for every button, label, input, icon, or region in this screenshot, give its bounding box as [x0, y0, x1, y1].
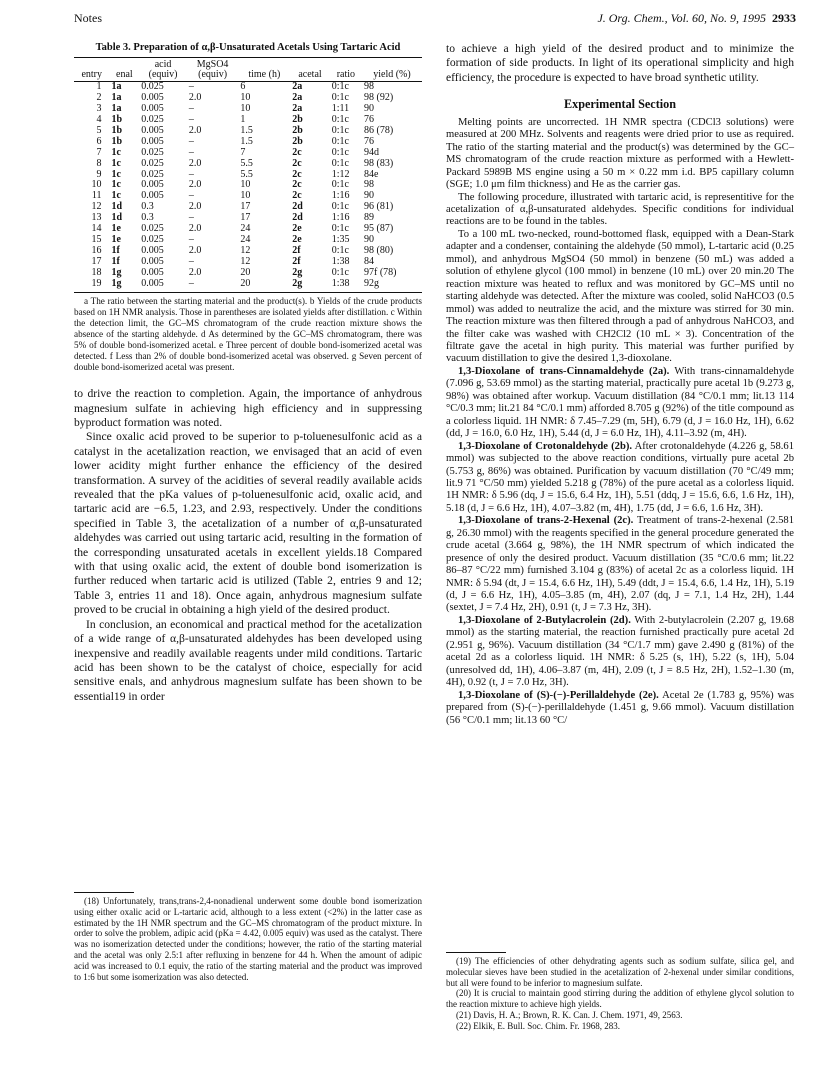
footnote: (22) Elkik, E. Bull. Soc. Chim. Fr. 1968, 283.	[456, 1020, 621, 1031]
table-cell: 0.005	[141, 103, 164, 115]
table-cell: 1:16	[331, 190, 350, 202]
table-cell: 2e	[292, 223, 302, 235]
journal-citation	[597, 12, 796, 25]
paragraph-text: Treatment of trans-2-hexenal (2.581 g, 26.30 mmol) with the reagents specified in the general procedure generated the crude acetal (3.664 g, 98%), the 1H NMR spectrum of which indicated the presence of only the desired product. Vacuum distillation (35 °C/0.6 mm; lit.22 86–87 °C/22 mm) furnished 3.104 g (83%) of acetal 2c as a colorless liquid. 1H NMR: δ 5.94 (dt, J = 15.4, 6.6 Hz, 1H), 5.49 (ddt, J = 15.4, 6.6, 1.4 Hz, 1H), 5.19 (d, J = 6.6 Hz, 1H), 4.05–3.85 (m, 4H), 2.07 (dq, J = 7.1, 1.4 Hz, 2H), 1.44 (sextet, J = 7.4 Hz, 2H), 0.91 (t, J = 7.3 Hz, 3H).	[446, 515, 794, 614]
table-cell: 98	[363, 81, 374, 93]
table-cell: 2a	[292, 92, 303, 104]
table-cell: –	[188, 146, 194, 158]
section-label: Notes	[74, 11, 102, 25]
table-cell: 5	[96, 124, 102, 136]
table-cell: 0.025	[141, 81, 164, 93]
table-notes-text: a The ratio between the starting material and the product(s). b Yields of the crude products based on 1H NMR analysis. Those in parentheses are isolated yields after distillation. c Within the detection limit, the GC–MS chromatogram of the crude reaction mixture shows the absence of the starting aldehyde. d As determined by the GC–MS chromatogram, there was 5% of double bond-isomerized acetal. e Three percent of double bond-isomerized acetal was detected. f Less than 2% of double bond-isomerized acetal was observed. g Seven percent of double bond-isomerized acetal was present.	[74, 295, 422, 373]
table-cell: 1c	[111, 190, 121, 202]
table-cell: 1.5	[240, 135, 253, 147]
left-column	[74, 42, 422, 704]
table-cell: 10	[240, 92, 251, 104]
table-cell: 0.025	[141, 146, 164, 158]
table-cell: 96 (81)	[363, 201, 394, 213]
column-header: entry	[74, 70, 109, 81]
table-title: Preparation of α,β-Unsaturated Acetals Using Tartaric Acid	[133, 42, 401, 53]
table-cell: 1f	[111, 244, 120, 256]
table-cell: 1	[96, 81, 102, 93]
table-footnotes	[74, 296, 422, 374]
table-cell: 1	[240, 114, 246, 126]
table-cell: 1e	[111, 223, 121, 235]
table-cell: 5.5	[240, 168, 253, 180]
paragraph: In conclusion, an economical and practical method for the acetalization of a wide range of α,β-unsaturated aldehydes has been developed using inexpensive and readily available reagents under mild conditions. Tartaric acid has been shown to be the catalyst of choice, especially for acid sensitive enals, and anhydrous magnesium sulfate has been shown to be essential19 in order	[74, 617, 422, 703]
table-cell: –	[188, 103, 194, 115]
table-cell: 10	[240, 179, 251, 191]
paragraph-text: After crotonaldehyde (4.226 g, 58.61 mmol) was subjected to the above reaction conditions, virtually pure acetal 2b (5.753 g, 86%) was obtained. Purification by vacuum distillation (70 °C/49 mm; lit.9 71 °C/50 mm) yielded 5.218 g (78%) of the pure acetal as a colorless liquid. 1H NMR: δ 5.96 (dq, J = 15.6, 6.4 Hz, 1H), 5.51 (ddq, J = 15.6, 6.6, 1.6 Hz, 1H), 5.18 (d, J = 6.6 Hz, 1H), 4.07–3.82 (m, 4H), 1.75 (dd, J = 6.6, 1.6 Hz, 3H).	[446, 440, 794, 514]
paragraph: to achieve a high yield of the desired product and to minimize the formation of side products. In light of its operational simplicity and high efficiency, the procedure is expected to have broad synthetic utility.	[446, 42, 794, 84]
table-cell: 0.005	[141, 135, 164, 147]
compound-heading: 1,3-Dioxolane of (S)-(−)-Perillaldehyde (2e).	[458, 689, 659, 701]
table-cell: 0:1c	[331, 92, 349, 104]
table-cell: 90	[363, 234, 374, 245]
compound-heading: 1,3-Dioxolane of trans-Cinnamaldehyde (2a).	[458, 365, 670, 377]
table-header-row-1	[74, 57, 422, 70]
footnote-rule	[74, 892, 134, 893]
table-cell: 6	[240, 81, 246, 93]
table-cell: 0.025	[141, 168, 164, 180]
table-cell: 0.005	[141, 244, 164, 256]
table-cell: 1g	[111, 266, 122, 278]
table-cell: –	[188, 234, 194, 245]
experimental-paragraph	[446, 229, 794, 366]
table-cell: 1a	[111, 81, 122, 93]
table-cell: 2b	[292, 114, 303, 126]
paragraph: Since oxalic acid proved to be superior to p-toluenesulfonic acid as a catalyst in the acetalization reaction, we envisaged that an acid of even lower acidity might further enhance the efficiency of the desired transformation. A survey of the acidities of several readily available acids revealed that the pKa values of p-toluenesulfonic acid, oxalic acid, and tartaric acid are −6.5, 1.23, and 2.93, respectively. Under the conditions specified in Table 3, the acetalization of a number of α,β-unsaturated aldehydes was carried out using tartaric acid, resulting in the formation of the corresponding unsaturated acetals in excellent yields.18 Compared with that using oxalic acid, the extent of double bond isomerization is further reduced when tartaric acid is utilized (Table 2, entries 9 and 12; Table 3, entries 11 and 18). Once again, anhydrous magnesium sulfate proved to be crucial in obtaining a high yield of the desired product.	[74, 430, 422, 617]
table-cell: 2c	[292, 179, 302, 191]
table-cell: 1:11	[331, 103, 350, 115]
experimental-paragraph	[446, 192, 794, 229]
table-cell: 0.025	[141, 157, 164, 169]
table-cell: 2c	[292, 157, 302, 169]
column-header	[74, 57, 109, 70]
footnote: (19) The efficiencies of other dehydrating agents such as sodium sulfate, silica gel, and molecular sieves have been studied in the acetalization of 2-hexenal under similar conditions, but all were found to be inferior to magnesium sulfate.	[446, 956, 794, 988]
table-cell: 76	[363, 114, 374, 126]
left-footnotes	[74, 887, 422, 982]
table-cell: 95 (87)	[363, 223, 394, 235]
column-header: acid	[139, 57, 187, 70]
table-cell: 2c	[292, 146, 302, 158]
table-cell: 0:1c	[331, 81, 349, 93]
experimental-paragraph	[446, 366, 794, 441]
table-cell: 2c	[292, 168, 302, 180]
column-header: acetal	[290, 70, 329, 81]
paragraph-text: The following procedure, illustrated with tartaric acid, is representitive for the acetalization of α,β-unsaturated aldehydes. Specific conditions for individual reactions are to be found in the tables.	[446, 191, 794, 228]
table-cell: 84	[363, 255, 374, 267]
page-number: 2933	[772, 11, 796, 25]
table-cell: 2	[96, 92, 102, 104]
table-cell: 98 (83)	[363, 157, 394, 169]
table-cell: 19	[74, 279, 109, 292]
table-cell: 3	[96, 103, 102, 115]
table-cell: 10	[91, 179, 102, 191]
table-cell: 1d	[111, 201, 123, 213]
table-cell: 1:16	[331, 212, 350, 224]
table-cell: 1f	[111, 255, 120, 267]
table-cell: 2f	[292, 244, 301, 256]
left-body-text	[74, 387, 422, 704]
table-cell: 12	[240, 244, 251, 256]
table-cell: 20	[240, 266, 251, 278]
table-cell: 1a	[111, 103, 122, 115]
table-cell: 12	[91, 201, 102, 213]
table-cell: 98	[363, 179, 374, 191]
table-cell: 0:1c	[331, 124, 349, 136]
table-cell: 0.005	[139, 279, 187, 292]
table-cell: –	[187, 279, 239, 292]
table-cell: 98 (80)	[363, 244, 394, 256]
table-cell: 92g	[362, 279, 422, 292]
table-cell: 2a	[292, 103, 303, 115]
column-header	[238, 57, 290, 70]
table-cell: 1:35	[331, 234, 350, 245]
table-cell: 89	[363, 212, 374, 224]
paragraph-text: Acetal 2e (1.783 g, 95%) was prepared from (S)-(−)-perillaldehyde (1.451 g, 9.66 mmol). Vacuum distillation (56 °C/0.1 mm; lit.13 60 °C/	[446, 689, 794, 726]
table-cell: 9	[96, 168, 102, 180]
table-cell: 2.0	[188, 223, 202, 235]
table-cell: 7	[240, 146, 246, 158]
table-cell: 0:1c	[331, 146, 349, 158]
table-cell: 94d	[363, 146, 379, 158]
right-column	[446, 42, 794, 727]
table-row	[74, 159, 422, 170]
table-cell: 2.0	[188, 92, 202, 104]
table-cell: –	[188, 190, 194, 202]
table-cell: –	[188, 114, 194, 126]
table-cell: 1e	[111, 234, 121, 245]
table-cell: 2e	[292, 234, 302, 245]
table-header-row-2	[74, 70, 422, 81]
table-cell: 24	[240, 223, 251, 235]
table-cell: 0:1c	[331, 223, 349, 235]
table-cell: 98 (92)	[363, 92, 394, 104]
paragraph-text: To a 100 mL two-necked, round-bottomed flask, equipped with a Dean-Stark adapter and a condenser, containing the aldehyde (50 mmol), L-tartaric acid (0.25 mmol), and anhydrous MgSO4 (50 mmol) in benzene (50 mL) was added a solution of ethylene glycol (100 mmol) in benzene (10 mL) over 20 min.20 The reaction mixture was heated to reflux and was monitored by GC–MS until no starting aldehyde was detected. After the mixture was cooled, solid NaHCO3 (0.5 mmol) was added to neutralize the acid, and the mixture was stirred for 30 min. The reaction mixture was then filtered through a pad of anhydrous NaHCO3, and the filter cake was washed with CH2Cl2 (10 mL × 3). Concentration of the filtrate gave the acetal in high purity. This material was further purified by vacuum distillation to give the desired 1,3-dioxolane.	[446, 228, 794, 365]
table-cell: 1b	[111, 114, 123, 126]
column-header: MgSO4	[187, 57, 239, 70]
table-cell: –	[188, 135, 194, 147]
right-intro	[446, 42, 794, 85]
table-cell: 0.005	[141, 255, 164, 267]
table-cell: –	[188, 168, 194, 180]
table-cell: 12	[240, 255, 251, 267]
table-caption	[74, 42, 422, 55]
table-cell: 2g	[292, 266, 303, 278]
table-cell: 0.025	[141, 234, 164, 245]
table-cell: 17	[240, 212, 251, 224]
column-header: (equiv)	[139, 70, 187, 81]
table-cell: 0.005	[141, 179, 164, 191]
table-cell: 0.005	[141, 124, 164, 136]
table-label: Table 3.	[95, 42, 131, 53]
table-cell: 17	[240, 201, 251, 213]
experimental-paragraph	[446, 441, 794, 516]
table-cell: 0.025	[141, 223, 164, 235]
table-cell: 1b	[111, 135, 123, 147]
table-cell: 1d	[111, 212, 123, 224]
table-cell: 2.0	[188, 124, 202, 136]
table-cell: –	[188, 255, 194, 267]
table-cell: 86 (78)	[363, 124, 394, 136]
table-cell: 1:38	[331, 255, 350, 267]
table-cell: 0.005	[141, 266, 164, 278]
experimental-section	[446, 117, 794, 727]
footnote-rule	[446, 952, 506, 953]
paragraph-text: With 2-butylacrolein (2.207 g, 19.68 mmol) as the starting material, the reaction furnished practically pure acetal 2d (2.951 g, 96%). Vacuum distillation (34 °C/1.7 mm) gave 2.490 g (81%) of the acetal 2d as a colorless liquid. 1H NMR: δ 5.25 (s, 1H), 5.22 (s, 1H), 5.04 (unresolved dd, 1H), 4.06–3.87 (m, 4H), 2.09 (t, J = 8.5 Hz, 2H), 1.52–1.30 (m, 4H), 0.92 (t, J = 7.0 Hz, 3H).	[446, 614, 795, 689]
table-cell: 0:1c	[331, 114, 349, 126]
table-cell: 2b	[292, 124, 303, 136]
table-cell: 0.005	[141, 190, 164, 202]
table-cell: 10	[240, 103, 251, 115]
compound-heading: 1,3-Dioxolane of trans-2-Hexenal (2c).	[458, 515, 634, 527]
table-cell: 1c	[111, 179, 121, 191]
compound-heading: 1,3-Dioxolane of Crotonaldehyde (2b).	[458, 440, 633, 452]
table-cell: 2.0	[188, 266, 202, 278]
table-cell: 84e	[363, 168, 379, 180]
table-cell: 11	[91, 190, 102, 202]
table-cell: 2.0	[188, 201, 202, 213]
table-cell: 13	[91, 212, 102, 224]
table-cell: 0:1c	[331, 179, 349, 191]
right-footnotes	[446, 947, 794, 1032]
table-cell: 2b	[292, 135, 303, 147]
table-cell: 90	[363, 103, 374, 115]
table-cell: 14	[91, 223, 102, 235]
table-cell: 16	[91, 244, 102, 256]
table-cell: 0:1c	[331, 244, 349, 256]
table-row	[74, 268, 422, 279]
table-cell: 1a	[111, 92, 122, 104]
table-cell: –	[188, 81, 194, 93]
paragraph-text: With trans-cinnamaldehyde (7.096 g, 53.69 mmol) as the starting material, practically pure acetal 1b (9.273 g, 98%) was obtained after workup. Vacuum distillation (84 °C/0.1 mm; lit.13 114 °C/0.3 mm; lit.21 84 °C/0.1 mm) afforded 8.705 g (92%) of the title compound as a colorless liquid. 1H NMR: δ 7.45–7.29 (m, 5H), 6.79 (d, J = 16.0 Hz, 1H), 6.62 (dd, J = 16.0, 6.0 Hz, 1H), 5.44 (d, J = 6.0 Hz, 1H), 4.11–3.92 (m, 4H).	[446, 365, 794, 440]
table-cell: 1c	[111, 146, 121, 158]
table-cell: 20	[238, 279, 290, 292]
table-cell: 8	[96, 157, 102, 169]
footnote: (21) Davis, H. A.; Brown, R. K. Can. J. Chem. 1971, 49, 2563.	[456, 1009, 683, 1020]
table-cell: 0:1c	[331, 266, 349, 278]
experimental-paragraph	[446, 690, 794, 727]
table-cell: 2d	[292, 212, 303, 224]
experimental-heading: Experimental Section	[563, 97, 677, 112]
table-cell: 0.3	[141, 212, 154, 224]
table-cell: 24	[240, 234, 251, 245]
paragraph: to drive the reaction to completion. Again, the importance of anhydrous magnesium sulfate in achieving high efficiency and in suppressing byproduct formation was noted.	[74, 387, 422, 429]
footnote-18: (18) Unfortunately, trans,trans-2,4-nonadienal underwent some double bond isomerization using either oxalic acid or L-tartaric acid, although to a less extent (<2%) in the latter case as estimated by the 1H NMR spectrum and the GC–MS chromatogram of the product mixture. In order to solve the problem, adipic acid (pKa = 4.42, 0.005 equiv) was used as the catalyst. There was no isomerization detected under the conditions; however, the ratio of the starting material and the acetal was only 2.5:1 after refluxing in benzene for 44 h. When the amount of adipic acid was increased to 0.1 equiv, the ratio of the starting material and the product was improved to 1:6 but some isomerization was also detected.	[74, 896, 422, 982]
table-cell: 1b	[111, 124, 123, 136]
table-cell: 2c	[292, 190, 302, 202]
table-cell: 1:12	[331, 168, 350, 180]
table-cell: 0.3	[141, 201, 154, 213]
table-cell: 2f	[292, 255, 301, 267]
table-cell: 18	[91, 266, 102, 278]
column-header: (equiv)	[187, 70, 239, 81]
column-header: enal	[109, 70, 139, 81]
table-cell: 1.5	[240, 124, 253, 136]
experimental-paragraph	[446, 615, 794, 690]
table-cell: 0:1c	[331, 135, 349, 147]
table-cell: 2d	[292, 201, 303, 213]
table-cell: 0.005	[141, 92, 164, 104]
experimental-paragraph	[446, 117, 794, 192]
table-cell: 1c	[111, 157, 121, 169]
column-header: time (h)	[238, 70, 290, 81]
table-cell: 0:1c	[331, 157, 349, 169]
table-cell: 1g	[109, 279, 139, 292]
column-header: yield (%)	[362, 70, 422, 81]
table-cell: 97f (78)	[363, 266, 397, 278]
running-header	[74, 12, 796, 28]
footnote: (20) It is crucial to maintain good stirring during the addition of ethylene glycol solution to the reaction mixture to achieve high yields.	[446, 988, 794, 1010]
table-cell: 15	[91, 234, 102, 245]
table-cell: 0.025	[141, 114, 164, 126]
table-cell: 2g	[290, 279, 329, 292]
table-cell: 2a	[292, 81, 303, 93]
table-cell: –	[188, 212, 194, 224]
table-cell: 1c	[111, 168, 121, 180]
column-header	[362, 57, 422, 70]
experimental-paragraph	[446, 515, 794, 615]
table-cell: 1:38	[330, 279, 362, 292]
paragraph-text: Melting points are uncorrected. 1H NMR spectra (CDCl3 solutions) were measured at 200 MHz. Solvents and reagents were dried prior to use as required. The ratio of the starting material and the product(s) was determined by the GC–MS chromatogram of the crude reaction mixture as performed with a Hewlett-Packard 5989B MS engine using a 50 m × 0.22 mm i.d. BP5 capillary column (SGE; 1.0 μm film thickness) and He as the carrier gas.	[446, 116, 794, 191]
table-cell: 90	[363, 190, 374, 202]
table-cell: 0:1c	[331, 201, 349, 213]
table-cell: 17	[91, 255, 102, 267]
column-header: ratio	[330, 70, 362, 81]
compound-heading: 1,3-Dioxolane of 2-Butylacrolein (2d).	[458, 614, 631, 626]
column-header	[290, 57, 329, 70]
table-cell: 10	[240, 190, 251, 202]
table-cell: 2.0	[188, 157, 202, 169]
table-body	[74, 82, 422, 292]
table-cell: 7	[96, 146, 102, 158]
results-table	[74, 57, 422, 293]
table-row	[74, 279, 422, 292]
column-header	[330, 57, 362, 70]
journal-name: J. Org. Chem., Vol. 60, No. 9, 1995	[597, 11, 766, 25]
table-cell: 6	[96, 135, 102, 147]
table-cell: 2.0	[188, 179, 202, 191]
column-header	[109, 57, 139, 70]
table-cell: 2.0	[188, 244, 202, 256]
table-cell: 5.5	[240, 157, 253, 169]
table-cell: 4	[96, 114, 102, 126]
table-cell: 76	[363, 135, 374, 147]
